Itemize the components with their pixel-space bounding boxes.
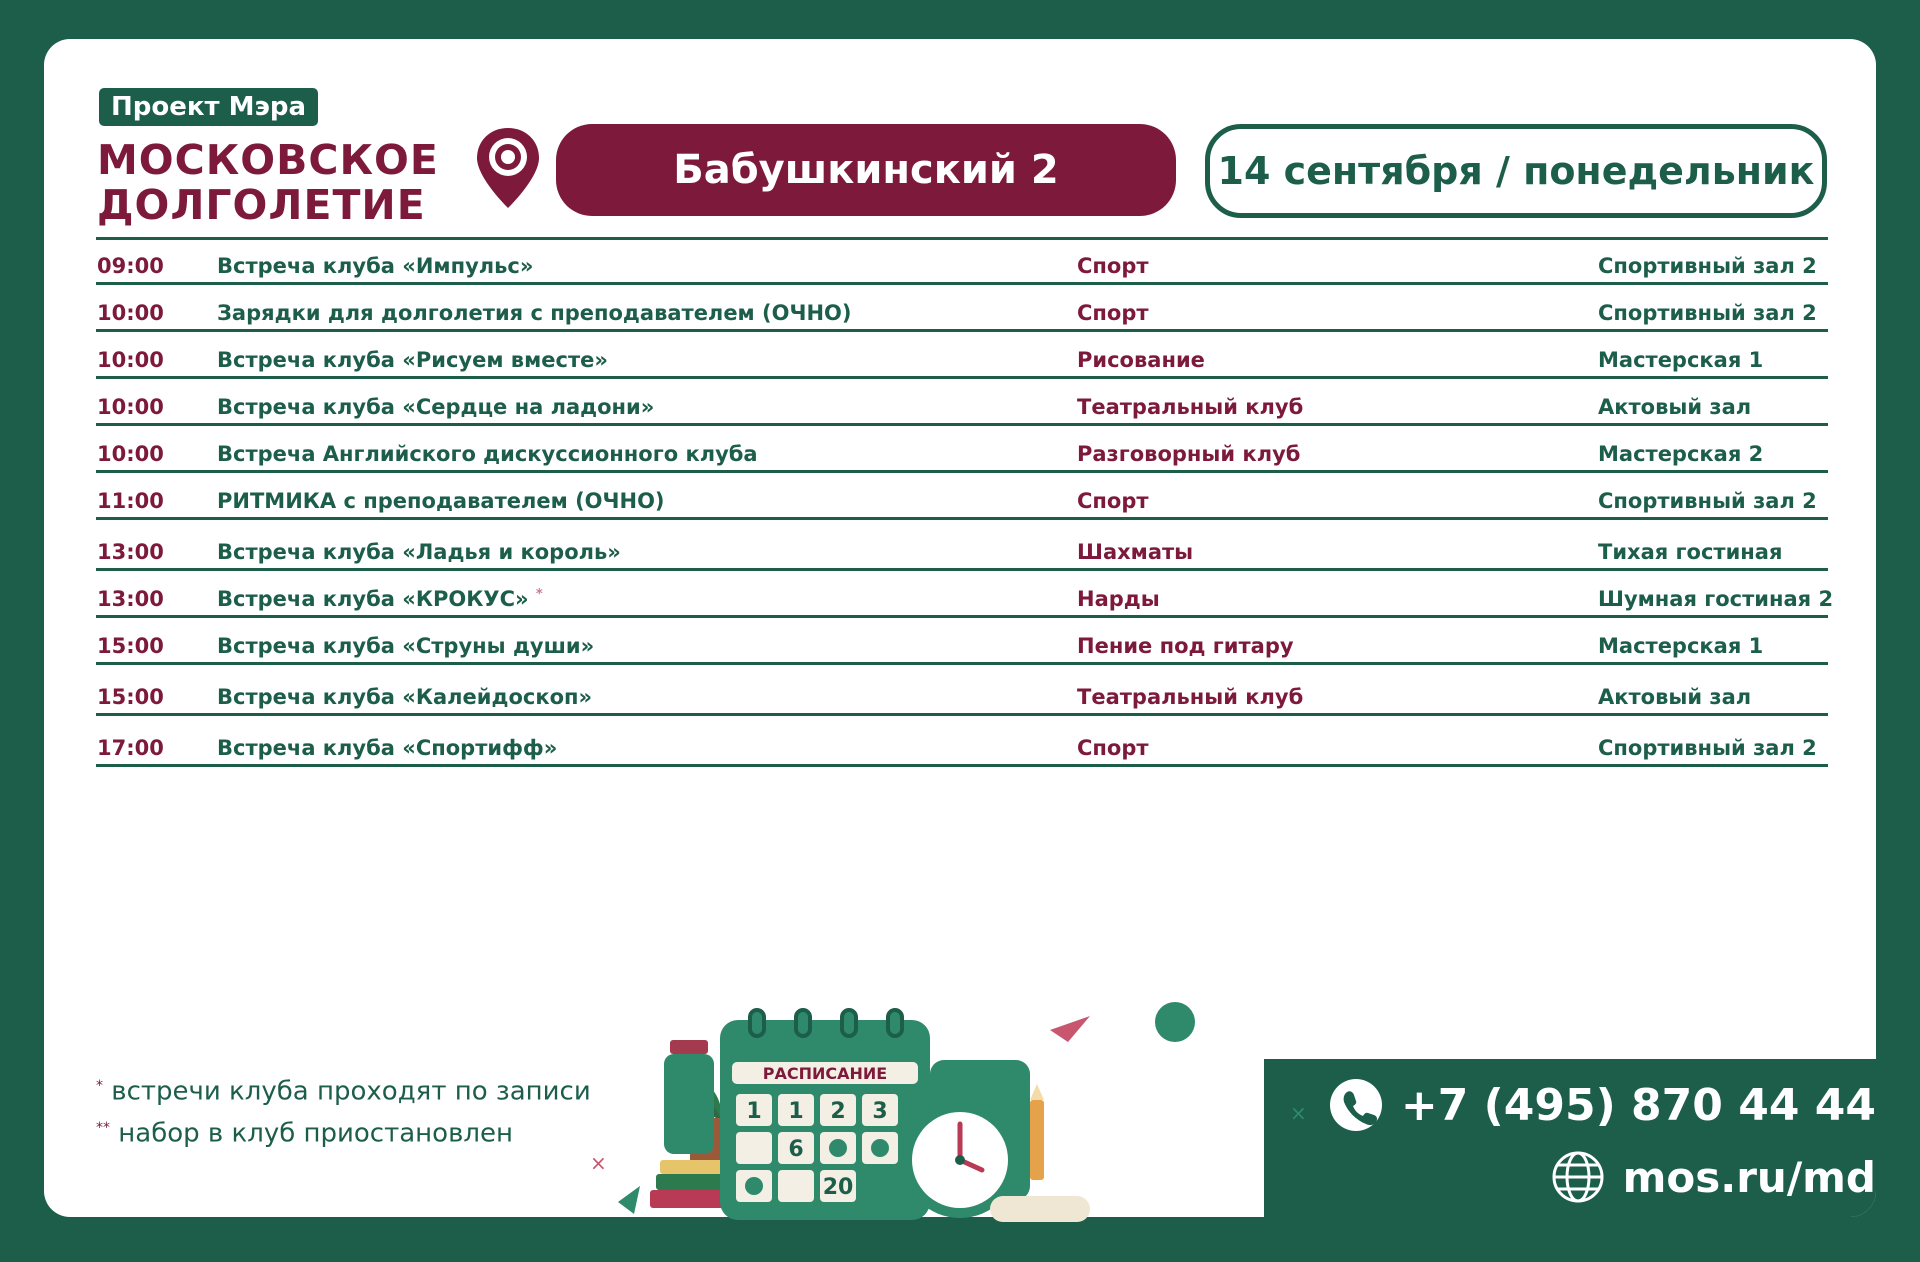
calendar-icon xyxy=(720,1010,930,1220)
row-time: 10:00 xyxy=(97,395,164,419)
site-contact[interactable] xyxy=(1551,1150,1876,1204)
row-category: Театральный клуб xyxy=(1077,685,1304,709)
row-time: 15:00 xyxy=(97,634,164,658)
footnote-1-text: встречи клуба проходят по записи xyxy=(111,1076,591,1107)
table-row xyxy=(96,716,1828,767)
row-title xyxy=(217,587,543,611)
footnotes xyxy=(96,1068,591,1151)
logo-line-2: ДОЛГОЛЕТИЕ xyxy=(97,181,426,229)
row-place: Мастерская 1 xyxy=(1598,634,1764,658)
phone-icon xyxy=(1329,1078,1383,1132)
bottle-icon xyxy=(664,1040,714,1154)
paper-plane-icon xyxy=(1050,1016,1090,1042)
row-title-text: Встреча клуба «Спортифф» xyxy=(217,736,558,760)
row-place: Спортивный зал 2 xyxy=(1598,254,1817,278)
ball-icon xyxy=(1155,1002,1195,1042)
paper-plane-icon-2 xyxy=(618,1186,640,1214)
row-title-text: Встреча клуба «Рисуем вместе» xyxy=(217,348,608,372)
row-time: 10:00 xyxy=(97,348,164,372)
table-row xyxy=(96,520,1828,571)
row-time: 10:00 xyxy=(97,301,164,325)
project-badge: Проект Мэра xyxy=(99,88,318,126)
calendar-number-4: 3 xyxy=(872,1099,888,1124)
row-title xyxy=(217,348,608,372)
eraser-icon xyxy=(990,1196,1090,1222)
row-category: Спорт xyxy=(1077,254,1149,278)
table-row xyxy=(96,571,1834,618)
schedule-table xyxy=(96,237,1834,767)
footnote-1-mark: * xyxy=(96,1078,103,1094)
row-category: Спорт xyxy=(1077,489,1149,513)
row-time: 15:00 xyxy=(97,685,164,709)
table-row xyxy=(96,473,1828,520)
date-label: 14 сентября / понедельник xyxy=(1205,124,1827,218)
row-place: Мастерская 1 xyxy=(1598,348,1764,372)
row-place: Мастерская 2 xyxy=(1598,442,1764,466)
table-row xyxy=(96,332,1828,379)
row-title xyxy=(217,489,665,513)
calendar-title: РАСПИСАНИЕ xyxy=(762,1064,888,1083)
row-title xyxy=(217,736,557,760)
row-category: Театральный клуб xyxy=(1077,395,1304,419)
table-row xyxy=(96,240,1828,285)
footnote-1 xyxy=(96,1068,591,1110)
row-category: Пение под гитару xyxy=(1077,634,1294,658)
row-title-text: Встреча Английского дискуссионного клуба xyxy=(217,442,758,466)
row-place: Тихая гостиная xyxy=(1598,540,1783,564)
pencil-icon xyxy=(1030,1084,1044,1180)
row-title-text: Встреча клуба «КРОКУС» xyxy=(217,587,529,611)
row-title-text: Встреча клуба «Ладья и король» xyxy=(217,540,621,564)
svg-text:×: × xyxy=(1290,1101,1307,1125)
calendar-number-1: 1 xyxy=(746,1099,762,1124)
calendar-number-6: 20 xyxy=(822,1175,854,1200)
footnote-2-text: набор в клуб приостановлен xyxy=(118,1118,514,1149)
table-row xyxy=(96,379,1828,426)
row-category: Спорт xyxy=(1077,301,1149,325)
row-place: Спортивный зал 2 xyxy=(1598,736,1817,760)
footnote-2 xyxy=(96,1110,591,1152)
row-title-text: Встреча клуба «Импульс» xyxy=(217,254,534,278)
logo-line-1: МОСКОВСКОЕ xyxy=(97,136,439,184)
logo xyxy=(97,138,439,228)
table-row xyxy=(96,618,1828,665)
row-place: Спортивный зал 2 xyxy=(1598,489,1817,513)
globe-icon xyxy=(1551,1150,1605,1204)
row-place: Актовый зал xyxy=(1598,395,1752,419)
row-title xyxy=(217,442,758,466)
calendar-number-2: 1 xyxy=(788,1099,804,1124)
row-place: Спортивный зал 2 xyxy=(1598,301,1817,325)
row-category: Спорт xyxy=(1077,736,1149,760)
svg-text:×: × xyxy=(590,1151,607,1175)
row-time: 11:00 xyxy=(97,489,164,513)
row-title-mark: * xyxy=(535,587,543,602)
row-title xyxy=(217,540,621,564)
location-pin-icon xyxy=(474,126,542,210)
phone-number[interactable]: +7 (495) 870 44 44 xyxy=(1400,1079,1876,1131)
row-category: Нарды xyxy=(1077,587,1160,611)
footnote-2-mark: ** xyxy=(96,1119,110,1136)
row-category: Шахматы xyxy=(1077,540,1194,564)
site-url[interactable]: mos.ru/md xyxy=(1622,1152,1876,1202)
row-time: 17:00 xyxy=(97,736,164,760)
calendar-number-3: 2 xyxy=(830,1099,846,1124)
district-title: Бабушкинский 2 xyxy=(556,124,1176,216)
row-category: Рисование xyxy=(1077,348,1205,372)
row-title-text: Зарядки для долголетия с преподавателем (ОЧНО) xyxy=(217,301,852,325)
phone-contact[interactable] xyxy=(1329,1078,1876,1132)
row-title-text: Встреча клуба «Струны души» xyxy=(217,634,595,658)
table-row xyxy=(96,426,1828,473)
row-category: Разговорный клуб xyxy=(1077,442,1301,466)
row-title-text: РИТМИКА с преподавателем (ОЧНО) xyxy=(217,489,665,513)
row-title-text: Встреча клуба «Сердце на ладони» xyxy=(217,395,655,419)
row-time: 10:00 xyxy=(97,442,164,466)
row-time: 13:00 xyxy=(97,540,164,564)
calendar-number-5: 6 xyxy=(788,1137,804,1162)
row-title xyxy=(217,254,533,278)
row-title xyxy=(217,634,594,658)
row-place: Шумная гостиная 2 xyxy=(1598,587,1834,611)
table-row xyxy=(96,665,1828,716)
row-time: 13:00 xyxy=(97,587,164,611)
row-title xyxy=(217,395,654,419)
row-title-text: Встреча клуба «Калейдоскоп» xyxy=(217,685,593,709)
row-time: 09:00 xyxy=(97,254,164,278)
schedule-illustration xyxy=(590,970,1310,1230)
row-title xyxy=(217,685,592,709)
table-row xyxy=(96,285,1828,332)
row-place: Актовый зал xyxy=(1598,685,1752,709)
row-title xyxy=(217,301,851,325)
